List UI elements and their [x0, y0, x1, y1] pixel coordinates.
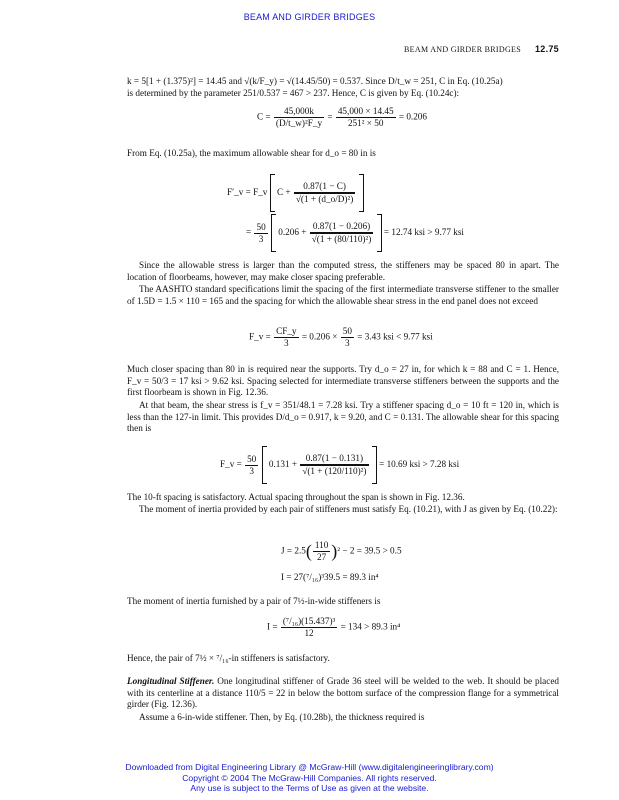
equation-c: C = $\frac{45,000k}{\text{(D/t\_w)²F\_y}}$ = $\frac{45,000 \times 14.45}{\text{251² × 50}}$ = 0.206 — [257, 106, 427, 128]
equation-fv3 — [249, 326, 433, 349]
eq-fv3-mid: = 0.206 × — [301, 331, 338, 342]
eq-fv2-num-0: 50 — [256, 221, 266, 232]
equation-fv4 — [220, 446, 459, 484]
paragraph-6: At that beam, the shear stress is f_v = 351/48.1 = 7.28 ksi. Try a stiffener spacing d_o = 10 ft = 120 in, which is less than the 127-in limit. This provides D/d_o = 0.917, k = 9.20, and C = 0.131. The allowable shear for this spacing then is — [127, 400, 559, 434]
eq-fv3-den-1: 3 — [284, 338, 289, 348]
eq-fv1-num: 0.87(1 − C) — [294, 181, 355, 193]
eq-fv3-frac-2 — [341, 326, 354, 349]
eq-c-num-1: 45,000k — [274, 106, 324, 118]
paragraph-3: Since the allowable stress is larger than the computed stress, the stiffeners may be spaced 80 in apart. The location of floorbeams, however, may make closer spacing preferable. — [127, 260, 559, 282]
equation-j: J = 2.5( $\frac{110}{27}$ )² − 2 = 39.5 > 0.5 — [281, 540, 402, 562]
banner: BEAM AND GIRDER BRIDGES — [243, 12, 376, 22]
eq-fv1-frac — [294, 181, 355, 205]
right-bracket — [359, 174, 364, 212]
eq-fv4-den: √(1 + (120/110)²) — [302, 466, 367, 476]
footer-terms: Any use is subject to the Terms of Use as given at the website. — [190, 783, 429, 793]
eq-fv2-num: 0.87(1 − 0.206) — [310, 221, 374, 233]
eq-i2-lhs: I = — [267, 621, 278, 632]
eq-c-den-2: 251² × 50 — [347, 118, 384, 128]
paragraph-9: The moment of inertia furnished by a pair of 7½-in-wide stiffeners is — [127, 596, 381, 606]
paragraph-11-body: One longitudinal stiffener of Grade 36 steel will be welded to the web. It should be placed with its centerline at a distance 110/5 = 22 in below the bottom surface of the compression flange for a symmetrical girder (Fig. 12.36). — [127, 676, 559, 710]
equation-fv2: = $\frac{50}{3}$ 0.206 + $\frac{0.87(1 - 0.206)}{\text{√(1 + (80/110)²)}}$ = 12.74 ksi > 9.77 ksi — [246, 214, 464, 252]
paragraph-1-line-2: is determined by the parameter 251/0.537 = 467 > 237. Hence, C is given by Eq. (10.24c): — [127, 87, 460, 98]
paragraph-2: From Eq. (10.25a), the maximum allowable shear for d_o = 80 in is — [127, 148, 376, 158]
equation-i2 — [267, 616, 400, 639]
eq-fv3-result: = 3.43 ksi < 9.77 ksi — [357, 331, 433, 342]
eq-j-lhs: J = 2.5 — [281, 545, 306, 556]
footer-link[interactable]: Downloaded from Digital Engineering Library @ McGraw-Hill (www.digitalengineeringlibrary.com) — [125, 762, 494, 772]
right-bracket — [372, 446, 377, 484]
footer — [0, 762, 619, 794]
eq-c-den-1: (D/t_w)²F_y — [275, 118, 323, 128]
paragraph-5: Much closer spacing than 80 in is required near the supports. Try d_o = 27 in, for which k = 88 and C = 1. Hence, F_v = 50/3 = 17 ksi > 9.62 ksi. Spacing selected for intermediate transverse stiffeners between the supports and the first floorbeam is shown in Fig. 12.36. — [127, 364, 559, 398]
paragraph-10: Hence, the pair of 7½ × ⁷/₁₆-in stiffeners is satisfactory. — [127, 653, 330, 663]
eq-fv1-den: √(1 + (d_o/D)²) — [295, 194, 354, 204]
eq-fv3-frac-1 — [274, 326, 298, 349]
paragraph-8: The moment of inertia provided by each pair of stiffeners must satisfy Eq. (10.21), with J as given by Eq. (10.22): — [139, 504, 558, 514]
eq-fv1-lhs: F′_v = F_v — [227, 187, 268, 198]
eq-fv4-frac-0 — [245, 454, 258, 477]
eq-i2-frac — [281, 616, 337, 639]
eq-fv2-den-0: 3 — [258, 233, 264, 244]
paragraph-1-line-1: k = 5[1 + (1.375)²] = 14.45 and √(k/F_y) = √(14.45/50) = 0.537. Since D/t_w = 251, C in Eq. (10.25a) — [127, 76, 503, 86]
running-head-title: BEAM AND GIRDER BRIDGES — [404, 45, 521, 54]
eq-j-den: 27 — [316, 552, 327, 562]
eq-fv2-den: √(1 + (80/110)²) — [311, 234, 372, 244]
eq-j-num: 110 — [314, 540, 329, 550]
eq-fv3-den-2: 3 — [345, 338, 350, 348]
paragraph-12: Assume a 6-in-wide stiffener. Then, by Eq. (10.28b), the thickness required is — [139, 712, 425, 722]
eq-fv4-frac — [300, 453, 368, 477]
paragraph-1 — [127, 76, 559, 99]
eq-fv4-a: 0.131 + — [268, 459, 298, 470]
equation-i1: I = 27(⁷/₁₆)³39.5 = 89.3 in⁴ — [281, 572, 379, 582]
eq-fv4-num: 0.87(1 − 0.131) — [300, 453, 368, 465]
page-number: 12.75 — [534, 44, 559, 54]
eq-fv2-frac-0 — [254, 222, 267, 245]
footer-copyright: Copyright © 2004 The McGraw-Hill Companies. All rights reserved. — [182, 772, 437, 783]
paragraph-11 — [127, 676, 559, 711]
eq-i2-den: 12 — [304, 628, 314, 638]
section-heading: Longitudinal Stiffener. — [127, 676, 215, 686]
eq-fv4-lhs: F_v = — [220, 459, 242, 470]
eq-fv4-result: = 10.69 ksi > 7.28 ksi — [379, 459, 460, 470]
eq-fv2-frac — [310, 221, 374, 245]
equation-fv1 — [227, 174, 364, 212]
paragraph-7: The 10-ft spacing is satisfactory. Actual spacing throughout the span is shown in Fig. 12.36. — [127, 492, 465, 502]
paragraph-4: The AASHTO standard specifications limit the spacing of the first intermediate transverse stiffener to the smaller of 1.5D = 1.5 × 110 = 165 and the spacing for which the allowable shear stress in the end panel does not exceed — [127, 284, 559, 306]
eq-c-frac-2 — [336, 106, 396, 129]
right-bracket — [377, 214, 382, 252]
running-head — [404, 44, 559, 54]
eq-j-frac — [313, 540, 330, 563]
eq-fv3-num-2: 50 — [342, 326, 352, 336]
eq-j-result: ² − 2 = 39.5 > 0.5 — [337, 545, 402, 556]
eq-fv1-c: C + — [276, 187, 291, 198]
eq-c-result: = 0.206 — [398, 111, 427, 122]
eq-fv4-den-0: 3 — [249, 465, 254, 476]
eq-fv4-num-0: 50 — [247, 453, 257, 464]
eq-i2-num: (⁷/₁₆)(15.437)³ — [282, 616, 336, 626]
eq-c-lhs: C = — [257, 111, 271, 122]
eq-i2-result: = 134 > 89.3 in⁴ — [340, 621, 401, 632]
left-bracket — [270, 174, 275, 212]
eq-fv2-a: 0.206 + — [278, 227, 307, 238]
eq-fv3-num-1: CF_y — [276, 326, 297, 336]
eq-c-num-2: 45,000 × 14.45 — [337, 106, 394, 116]
left-bracket — [271, 214, 276, 252]
eq-fv2-result: = 12.74 ksi > 9.77 ksi — [383, 227, 464, 238]
left-bracket — [262, 446, 267, 484]
eq-c-frac-1 — [274, 106, 324, 129]
eq-fv3-lhs: F_v = — [249, 331, 271, 342]
